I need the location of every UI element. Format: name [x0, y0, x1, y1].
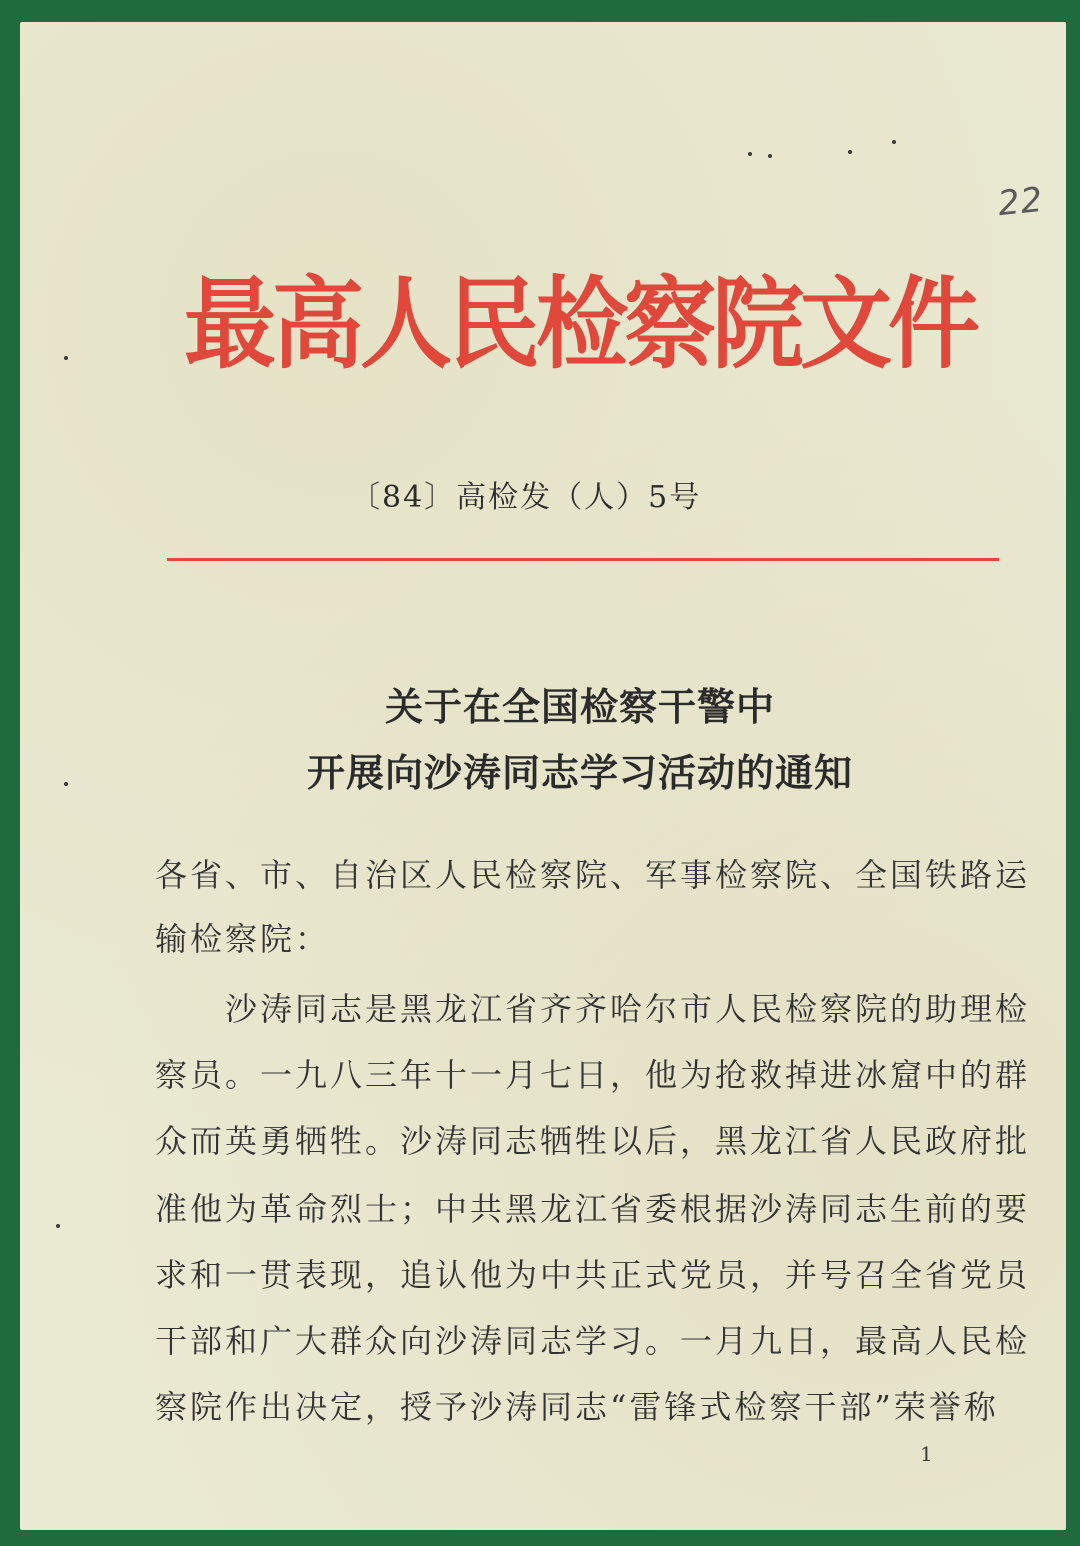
body-line: 沙涛同志是黑龙江省齐齐哈尔市人民检察院的助理检 [155, 990, 1031, 1028]
ink-speck [748, 152, 752, 156]
document-page [20, 22, 1066, 1530]
document-masthead: 最高人民检察院文件 [183, 266, 976, 383]
body-line: 准他为革命烈士；中共黑龙江省委根据沙涛同志生前的要 [155, 1190, 1031, 1228]
notice-title-line-2: 开展向沙涛同志学习活动的通知 [306, 751, 853, 795]
body-line: 众而英勇牺牲。沙涛同志牺牲以后，黑龙江省人民政府批 [155, 1122, 1031, 1160]
ink-speck [64, 782, 68, 786]
ink-speck [64, 356, 68, 360]
body-line: 输检察院： [155, 920, 331, 958]
ink-speck [56, 1224, 60, 1228]
ink-speck [768, 154, 772, 158]
handwritten-page-number: 22 [996, 179, 1046, 225]
body-line: 各省、市、自治区人民检察院、军事检察院、全国铁路运 [155, 856, 1031, 894]
body-line: 察院作出决定，授予沙涛同志“雷锋式检察干部”荣誉称 [155, 1388, 999, 1426]
document-number: 〔84〕高检发（人）5号 [350, 480, 702, 515]
body-line: 干部和广大群众向沙涛同志学习。一月九日，最高人民检 [155, 1322, 1031, 1360]
page-number: 1 [920, 1442, 933, 1466]
red-divider-rule [167, 558, 999, 561]
ink-speck [892, 140, 896, 144]
notice-title-line-1: 关于在全国检察干警中 [384, 685, 775, 729]
body-line: 察员。一九八三年十一月七日，他为抢救掉进冰窟中的群 [155, 1056, 1031, 1094]
body-line: 求和一贯表现，追认他为中共正式党员，并号召全省党员 [155, 1256, 1031, 1294]
ink-speck [848, 150, 852, 154]
